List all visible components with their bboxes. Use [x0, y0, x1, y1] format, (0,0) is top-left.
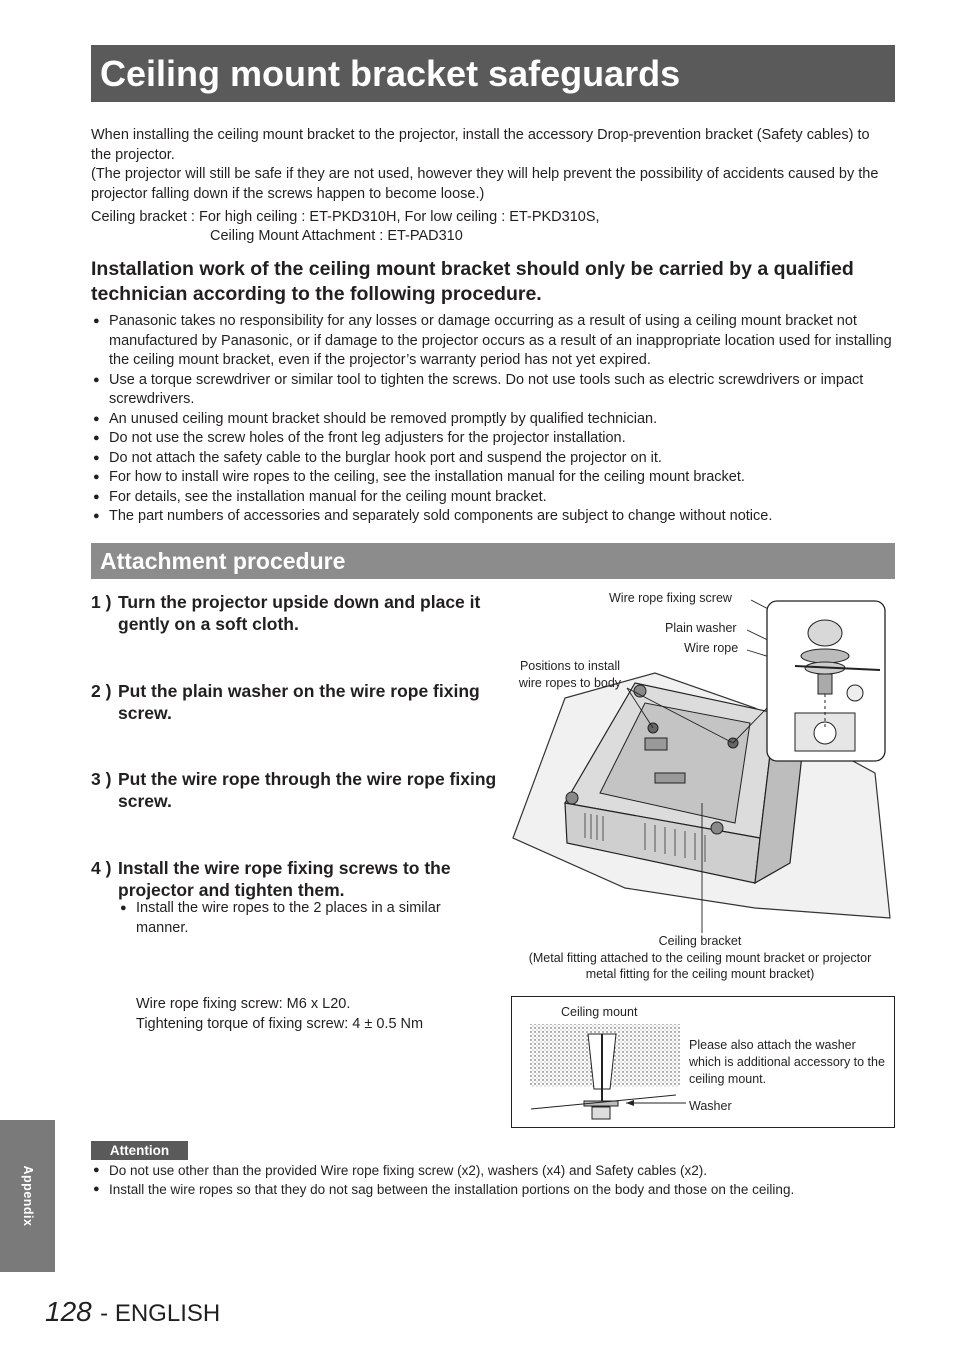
label-washer: Washer — [689, 1099, 732, 1113]
list-item: ● Do not use other than the provided Wire rope fixing screw (x2), washers (x4) and Safety cables (x2). — [91, 1161, 897, 1180]
list-item: ● Do not attach the safety cable to the burglar hook port and suspend the projector on it. — [91, 449, 897, 469]
ceiling-bracket-title: Ceiling bracket — [658, 934, 742, 948]
list-item: ● Install the wire ropes so that they do not sag between the installation portions on the body and those on the ceiling. — [91, 1180, 897, 1199]
label-positions-line-2: wire ropes to body — [518, 675, 622, 690]
step-4 — [91, 857, 501, 903]
page-title-bar — [91, 45, 895, 102]
step-3 — [91, 768, 501, 814]
page-number: 128 — [45, 1296, 92, 1327]
label-positions — [505, 658, 635, 691]
warning-heading: Installation work of the ceiling mount bracket should only be carried by a qualified technician according to the following procedure. — [91, 258, 854, 305]
footer — [45, 1296, 220, 1328]
arrow-head-icon — [626, 1100, 634, 1106]
bracket-line-1: Ceiling bracket : For high ceiling : ET-PKD310H, For low ceiling : ET-PKD310S, — [91, 209, 600, 225]
label-ceiling-mount: Ceiling mount — [561, 1005, 638, 1019]
torque-spec: Tightening torque of fixing screw: 4 ± 0.5 Nm — [136, 1016, 424, 1032]
bracket-slot — [645, 738, 667, 750]
label-positions-line-1: Positions to install — [519, 659, 621, 673]
list-item: ● Install the wire ropes to the 2 places in a similar manner. — [118, 899, 478, 938]
list-item: ● Use a torque screwdriver or similar tool to tighten the screws. Do not use tools such as electric screwdrivers or impact screwdrivers. — [91, 371, 897, 410]
side-tab-label: Appendix — [20, 1165, 35, 1227]
label-wire-rope: Wire rope — [684, 641, 739, 655]
list-item: ● The part numbers of accessories and separately sold components are subject to change without notice. — [91, 507, 897, 527]
list-item: ● For details, see the installation manual for the ceiling mount bracket. — [91, 488, 897, 508]
ceiling-bracket-note-1: (Metal fitting attached to the ceiling mount bracket or projector — [528, 950, 872, 965]
list-item: ● For how to install wire ropes to the ceiling, see the installation manual for the ceiling mount bracket. — [91, 468, 897, 488]
step-number: 3 ) — [91, 769, 112, 789]
step-text: Put the wire rope through the wire rope fixing screw. — [118, 769, 497, 811]
screw-spec: Wire rope fixing screw: M6 x L20. — [136, 996, 351, 1012]
label-ceiling-bracket — [505, 933, 895, 983]
step-1 — [91, 591, 501, 637]
intro-paragraph-1: When installing the ceiling mount bracket to the projector, install the accessory Drop-prevention bracket (Safety cables) to the projector. — [91, 127, 870, 163]
ceiling-mount-figure-box — [511, 996, 895, 1128]
nut — [592, 1107, 610, 1119]
list-item: ● Panasonic takes no responsibility for any losses or damage occurring as a result of using a ceiling mount bracket not manufactured by Panasonic, or if damage to the projector occurs as a result of an inappropriate location used for installing the ceiling mount bracket, even if the projector’s warranty period has not yet expired. — [91, 312, 897, 371]
step-text: Turn the projector upside down and place it gently on a soft cloth. — [118, 592, 481, 634]
section-title: Attachment procedure — [100, 548, 346, 574]
step-number: 4 ) — [91, 858, 112, 878]
language-label: - ENGLISH — [100, 1300, 221, 1327]
intro-paragraph-2: (The projector will still be safe if they are not used, however they will help prevent the possibility of accidents caused by the projector falling down if the screws happen to become loose.) — [91, 166, 879, 202]
step-text: Put the plain washer on the wire rope fixing screw. — [118, 681, 480, 723]
foot — [711, 822, 723, 834]
step-number: 1 ) — [91, 592, 112, 612]
foot — [566, 792, 578, 804]
label-plain-washer: Plain washer — [665, 621, 737, 635]
ceiling-mount-illustration — [526, 1019, 696, 1125]
step-number: 2 ) — [91, 681, 112, 701]
bracket-slot — [655, 773, 685, 783]
ceiling-bracket-note-2: metal fitting for the ceiling mount bracket) — [585, 967, 815, 981]
label-wire-rope-fixing-screw: Wire rope fixing screw — [609, 591, 732, 605]
attention-list — [91, 1161, 897, 1199]
safety-bullet-list — [91, 312, 897, 527]
attention-label: Attention — [91, 1141, 188, 1160]
step-4-bullets — [118, 899, 478, 938]
list-item: ● An unused ceiling mount bracket should be removed promptly by qualified technician. — [91, 410, 897, 430]
section-title-bar — [91, 543, 895, 579]
step-text: Install the wire rope fixing screws to the projector and tighten them. — [118, 858, 451, 900]
step-2 — [91, 680, 501, 726]
page-title: Ceiling mount bracket safeguards — [100, 53, 681, 94]
list-item: ● Do not use the screw holes of the front leg adjusters for the projector installation. — [91, 429, 897, 449]
washer-note: Please also attach the washer which is additional accessory to the ceiling mount. — [689, 1038, 885, 1086]
appendix-side-tab[interactable] — [0, 1120, 55, 1272]
bracket-line-2: Ceiling Mount Attachment : ET-PAD310 — [210, 228, 463, 244]
